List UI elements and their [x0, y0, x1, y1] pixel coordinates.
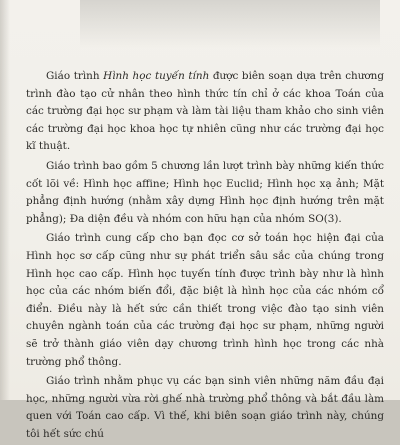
preface-text — [26, 68, 384, 445]
paragraph-1 — [26, 68, 384, 156]
book-title-italic: Hình học tuyến tính — [103, 70, 210, 82]
paragraph-4-text: Giáo trình nhằm phục vụ các bạn sinh viên những năm đầu đại học, những người vừa rời ghế nhà trường phổ thông và bắt đầu làm quen với Toán cao cấp. Vì thế, khi biên soạn giáo trình này, chúng tôi hết sức chú — [26, 375, 384, 440]
paragraph-1-part-3: được biên soạn dựa trên chương trình đào tạo cử nhân theo hình thức tín chỉ ở các khoa Toán của các trường đại học sư phạm và làm tài liệu tham khảo cho sinh viên các trường đại học khoa học tự nhiên cũng như các trường đại học kĩ thuật. — [26, 70, 385, 153]
paragraph-1-part-1: Giáo trình — [46, 70, 104, 82]
paragraph-2-text: Giáo trình bao gồm 5 chương lần lượt trình bày những kiến thức cốt lõi về: Hình học affine; Hình học Euclid; Hình học xạ ảnh; Mặt phẳng định hướng (nhằm xây dựng Hình học định hướng trên mặt phẳng); Đa diện đều và nhóm con hữu hạn của nhóm SO(3). — [26, 159, 384, 225]
paragraph-3-text: Giáo trình cung cấp cho bạn đọc cơ sở toán học hiện đại của Hình học sơ cấp cũng như sự phát triển sâu sắc của chúng trong Hình học cao cấp. Hình học tuyến tính được trình bày như là hình học của các nhóm biến đổi, đặc biệt là hình học của các nhóm cổ điển. Điều này là hết sức cần thiết trong việc đào tạo sinh viên chuyên ngành toán của các trường đại học sư phạm, những người sẽ trở thành giáo viên dạy chương trình hình học trong các nhà trường phổ thông. — [26, 232, 384, 368]
paragraph-3 — [26, 230, 384, 371]
bleed-through-text-area — [80, 0, 380, 48]
paragraph-2 — [26, 158, 384, 228]
paragraph-4 — [26, 373, 384, 443]
binding-shadow — [0, 0, 10, 400]
